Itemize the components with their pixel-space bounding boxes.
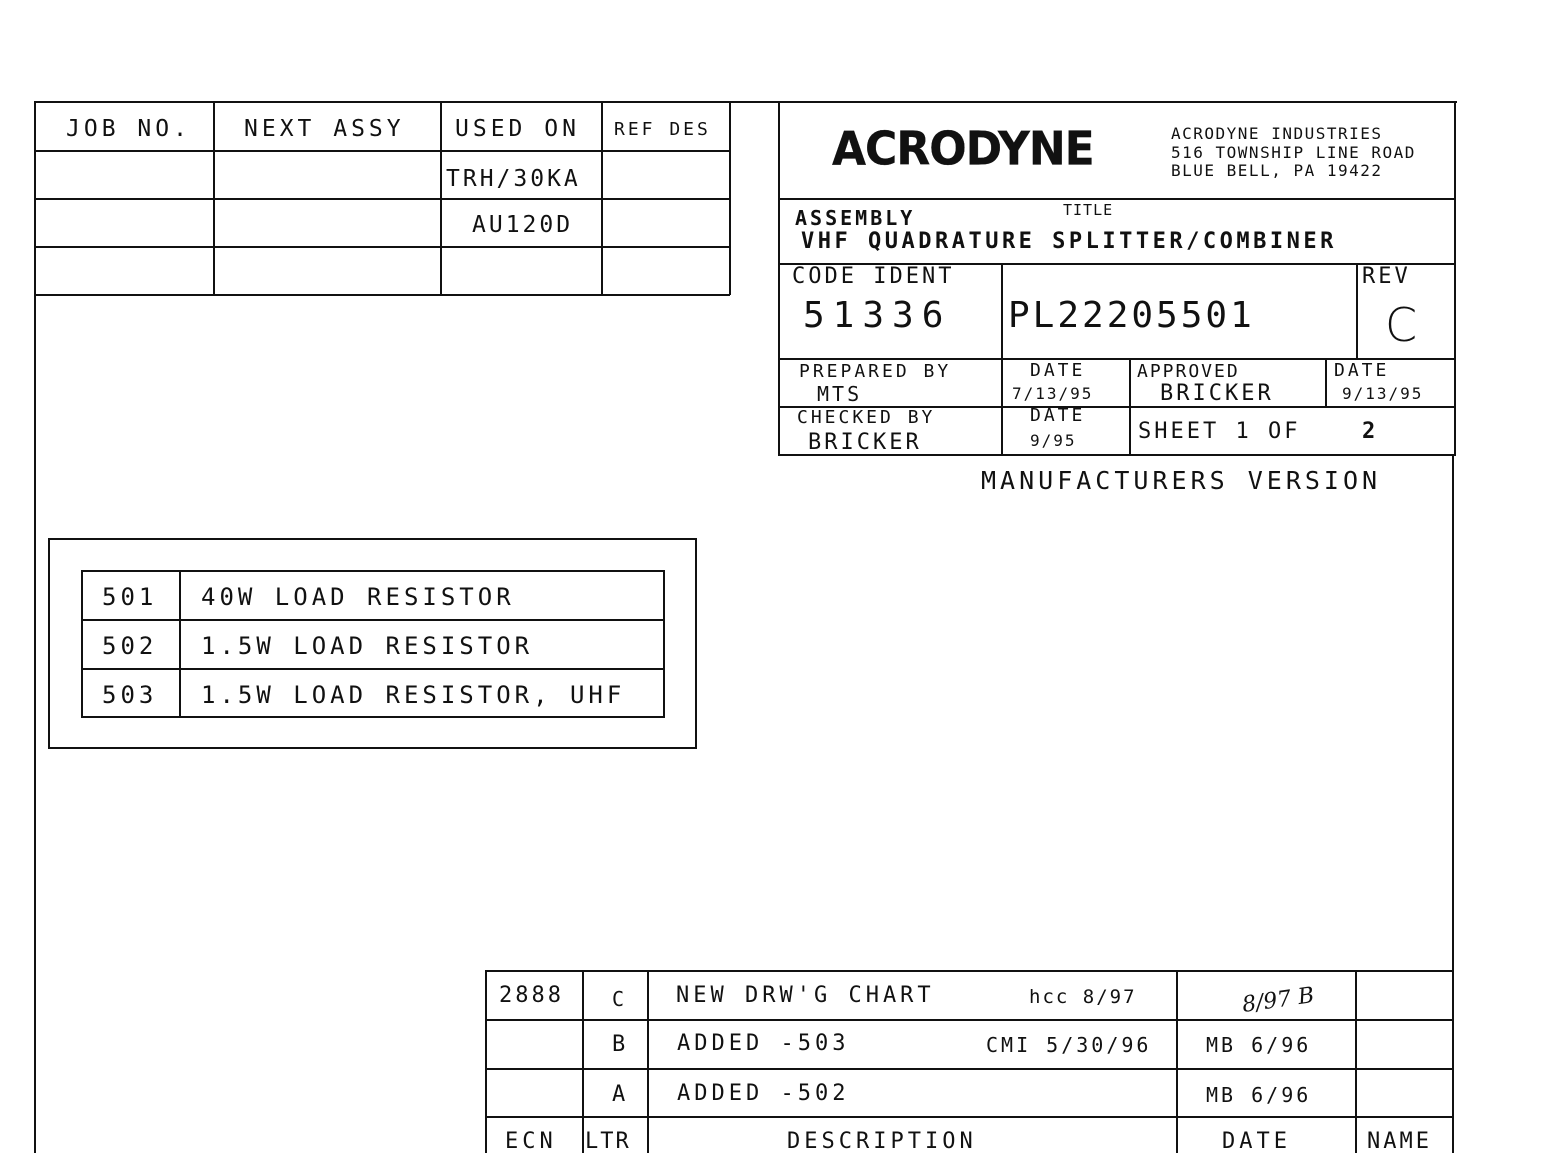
prepared-by-value: MTS	[817, 382, 863, 406]
parts-list-dash-number: 502	[102, 632, 158, 660]
ref-des-header: REF DES	[614, 119, 711, 140]
revision-description: NEW DRW'G CHART	[676, 983, 935, 1008]
code-ident-label: CODE IDENT	[792, 264, 955, 289]
used-on-cell: TRH/30KA	[446, 166, 581, 192]
drawing-title: VHF QUADRATURE SPLITTER/COMBINER	[801, 229, 1337, 254]
revision-date: MB 6/96	[1206, 1033, 1312, 1057]
ltr-header: LTR	[585, 1129, 631, 1154]
company-address-line2: BLUE BELL, PA 19422	[1171, 161, 1383, 180]
used-on-header: USED ON	[455, 116, 580, 142]
parts-list-dash-number: 503	[102, 681, 158, 709]
approved-by-value: BRICKER	[1160, 381, 1274, 406]
approved-date-label: DATE	[1334, 360, 1390, 381]
prepared-by-label: PREPARED BY	[799, 361, 952, 382]
company-logo: ACRODYNE	[832, 122, 1094, 177]
date-header: DATE	[1222, 1129, 1291, 1154]
revision-note: CMI 5/30/96	[986, 1033, 1152, 1057]
assembly-label: ASSEMBLY	[795, 206, 916, 230]
rev-value: C	[1385, 298, 1418, 352]
checked-date-value: 9/95	[1030, 431, 1077, 450]
approved-date-value: 9/13/95	[1342, 384, 1424, 403]
company-address-line1: 516 TOWNSHIP LINE ROAD	[1171, 143, 1416, 162]
name-header: NAME	[1367, 1129, 1432, 1154]
revision-letter: B	[612, 1032, 626, 1057]
revision-date: MB 6/96	[1206, 1083, 1312, 1107]
revision-letter: A	[612, 1082, 626, 1107]
checked-by-label: CHECKED BY	[797, 407, 936, 428]
company-name: ACRODYNE INDUSTRIES	[1171, 124, 1383, 143]
revision-date: 8/97 B	[1240, 983, 1316, 1018]
revision-description: ADDED -503	[677, 1031, 850, 1056]
parts-list-dash-number: 501	[102, 583, 158, 611]
checked-by-value: BRICKER	[808, 430, 922, 455]
part-number: PL22205501	[1008, 295, 1255, 336]
parts-list-description: 40W LOAD RESISTOR	[201, 583, 515, 611]
prepared-date-label: DATE	[1030, 360, 1086, 381]
checked-date-label: DATE	[1030, 405, 1086, 426]
revision-ecn: 2888	[499, 983, 564, 1008]
job-no-header: JOB NO.	[66, 116, 191, 142]
revision-letter: C	[612, 987, 625, 1011]
parts-list-description: 1.5W LOAD RESISTOR, UHF	[201, 681, 626, 709]
revision-note: hcc 8/97	[1029, 986, 1137, 1008]
sheet-label: SHEET 1 OF	[1138, 419, 1301, 444]
used-on-cell: AU120D	[472, 212, 574, 238]
title-label: TITLE	[1063, 201, 1114, 219]
rev-label: REV	[1362, 264, 1411, 289]
sheet-total: 2	[1362, 419, 1376, 444]
frame-top-border	[35, 101, 1457, 103]
next-assy-header: NEXT ASSY	[244, 116, 405, 142]
ecn-header: ECN	[505, 1129, 557, 1154]
approved-label: APPROVED	[1137, 361, 1240, 382]
frame-right-border	[1452, 455, 1454, 1153]
manufacturers-version-note: MANUFACTURERS VERSION	[981, 466, 1382, 495]
description-header: DESCRIPTION	[787, 1129, 977, 1154]
frame-left-border	[34, 101, 36, 1153]
code-ident-value: 51336	[803, 295, 952, 336]
parts-list-description: 1.5W LOAD RESISTOR	[201, 632, 534, 660]
revision-description: ADDED -502	[677, 1081, 850, 1106]
prepared-date-value: 7/13/95	[1012, 384, 1094, 403]
